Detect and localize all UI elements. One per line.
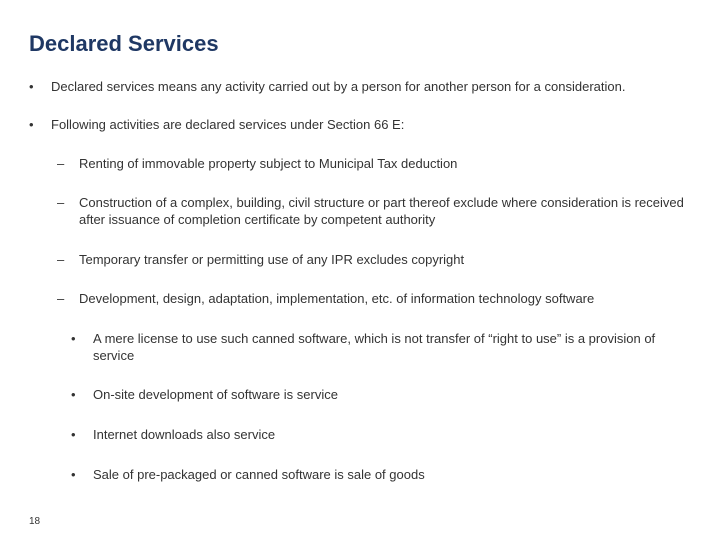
- sub-item-ipr-transfer: [57, 251, 687, 268]
- bullet-item-following-activities: [29, 116, 689, 133]
- sub-sub-item-onsite-development: [71, 386, 695, 403]
- sub-sub-item-text: A mere license to use such canned software, which is not transfer of “right to use” is a provision of service: [93, 331, 656, 363]
- bullet-marker: •: [29, 117, 34, 132]
- bullet-marker: •: [29, 79, 34, 94]
- sub-sub-item-prepackaged-software: [71, 466, 695, 483]
- dash-marker: –: [57, 156, 65, 171]
- sub-item-text: Construction of a complex, building, civil structure or part thereof exclude where consideration is received after issuance of completion certificate by competent authority: [79, 195, 684, 227]
- dash-marker: –: [57, 195, 65, 210]
- sub-sub-item-text: Internet downloads also service: [93, 427, 276, 442]
- bullet-marker: •: [71, 331, 76, 346]
- sub-sub-item-text: On-site development of software is service: [93, 387, 338, 402]
- dash-marker: –: [57, 291, 65, 306]
- sub-item-construction: [57, 194, 687, 228]
- sub-item-it-software: [57, 290, 687, 307]
- dash-marker: –: [57, 252, 65, 267]
- bullet-text: Declared services means any activity carried out by a person for another person for a consideration.: [51, 79, 626, 94]
- bullet-marker: •: [71, 427, 76, 442]
- sub-item-renting: [57, 155, 687, 172]
- bullet-marker: •: [71, 467, 76, 482]
- bullet-marker: •: [71, 387, 76, 402]
- sub-sub-item-internet-downloads: [71, 426, 695, 443]
- bullet-text: Following activities are declared services under Section 66 E:: [51, 117, 405, 132]
- sub-item-text: Temporary transfer or permitting use of any IPR excludes copyright: [79, 252, 465, 267]
- sub-item-text: Renting of immovable property subject to Municipal Tax deduction: [79, 156, 458, 171]
- sub-item-text: Development, design, adaptation, implementation, etc. of information technology software: [79, 291, 595, 306]
- sub-sub-item-text: Sale of pre-packaged or canned software is sale of goods: [93, 467, 425, 482]
- bullet-item-declared-services-definition: [29, 78, 689, 95]
- slide-title: Declared Services: [29, 31, 219, 56]
- sub-sub-item-canned-software-license: [71, 330, 695, 364]
- page-number: 18: [29, 516, 41, 527]
